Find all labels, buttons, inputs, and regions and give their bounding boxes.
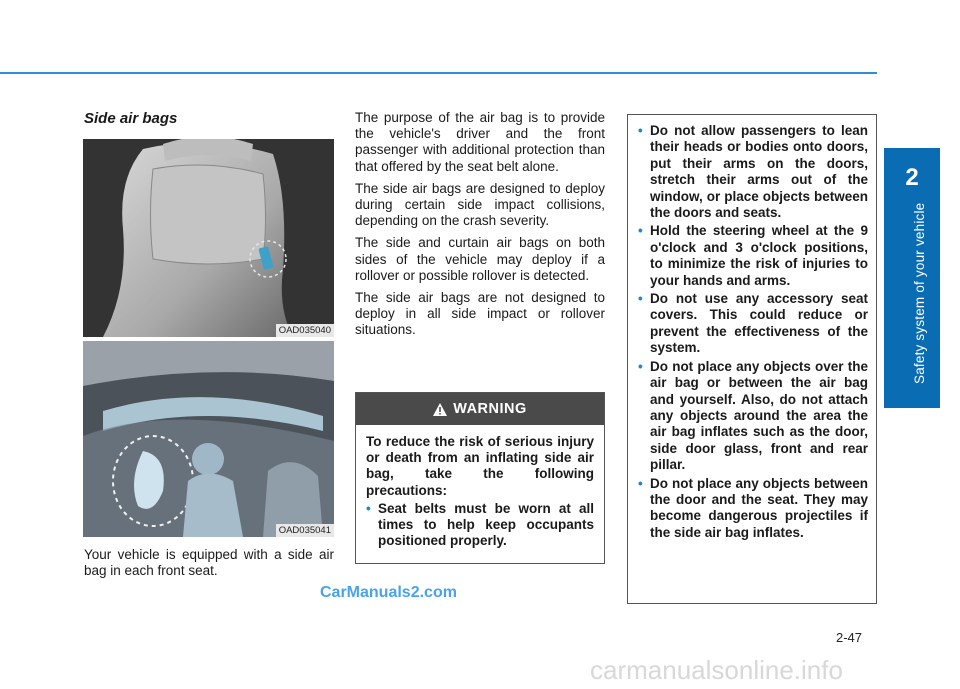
precautions-list [638, 123, 868, 541]
precaution-item: • Do not place any objects over the air bag or between the air bag and yourself. Also, do not attach any objects around the area the air bag inflates such as the door, side door glass, front and rear pillar. [638, 359, 868, 474]
page-number: 2-47 [836, 630, 863, 645]
airbag-deploy-figure [83, 341, 334, 537]
seat-airbag-figure [83, 139, 334, 337]
interior-illustration [83, 341, 334, 537]
body-paragraph: The purpose of the air bag is to provide the vehicle's driver and the front passenger with additional protection than that offered by the seat belt alone. [355, 110, 605, 174]
warning-label: WARNING [453, 401, 527, 417]
chapter-number: 2 [905, 164, 919, 191]
site-watermark[interactable]: CarManuals2.com [320, 584, 457, 601]
warning-box [355, 392, 605, 564]
warning-item: • Seat belts must be worn at all times to help keep occupants positioned properly. [366, 501, 594, 550]
precaution-item: • Do not use any accessory seat covers. This could reduce or prevent the effectiveness of the system. [638, 291, 868, 357]
warning-body [356, 425, 604, 549]
precaution-item: • Do not place any objects between the door and the seat. They may become dangerous projectiles if the side air bag inflates. [638, 476, 868, 542]
precautions-box [627, 114, 877, 604]
body-paragraph: The side air bags are not designed to deploy in all side impact or rollover situations. [355, 290, 605, 338]
warning-intro: To reduce the risk of serious injury or death from an inflating side air bag, take the following precautions: [366, 434, 594, 498]
warning-icon [433, 403, 447, 416]
precaution-item: • Hold the steering wheel at the 9 o'clock and 3 o'clock positions, to minimize the risk of injuries to your hands and arms. [638, 223, 868, 289]
header-rule [0, 72, 877, 74]
warning-list [366, 501, 594, 550]
precaution-item: • Do not allow passengers to lean their heads or bodies onto doors, put their arms on the doors, stretch their arms out of the window, or place objects between the doors and seats. [638, 123, 868, 221]
seat-illustration [83, 139, 334, 337]
column1-body [84, 547, 334, 585]
warning-header [356, 393, 604, 425]
body-paragraph: The side and curtain air bags on both sides of the vehicle may deploy if a rollover or possible rollover is detected. [355, 235, 605, 283]
figure-code: OAD035041 [276, 524, 334, 537]
chapter-tab[interactable] [884, 148, 940, 408]
body-paragraph: The side air bags are designed to deploy during certain side impact collisions, depending on the crash severity. [355, 180, 605, 229]
body-paragraph: Your vehicle is equipped with a side air bag in each front seat. [84, 547, 334, 579]
column2-body [355, 110, 605, 345]
figure-code: OAD035040 [276, 324, 334, 337]
footer-watermark: carmanualsonline.info [590, 655, 843, 685]
section-title: Side air bags [84, 110, 178, 127]
chapter-title: Safety system of your vehicle [912, 202, 927, 384]
